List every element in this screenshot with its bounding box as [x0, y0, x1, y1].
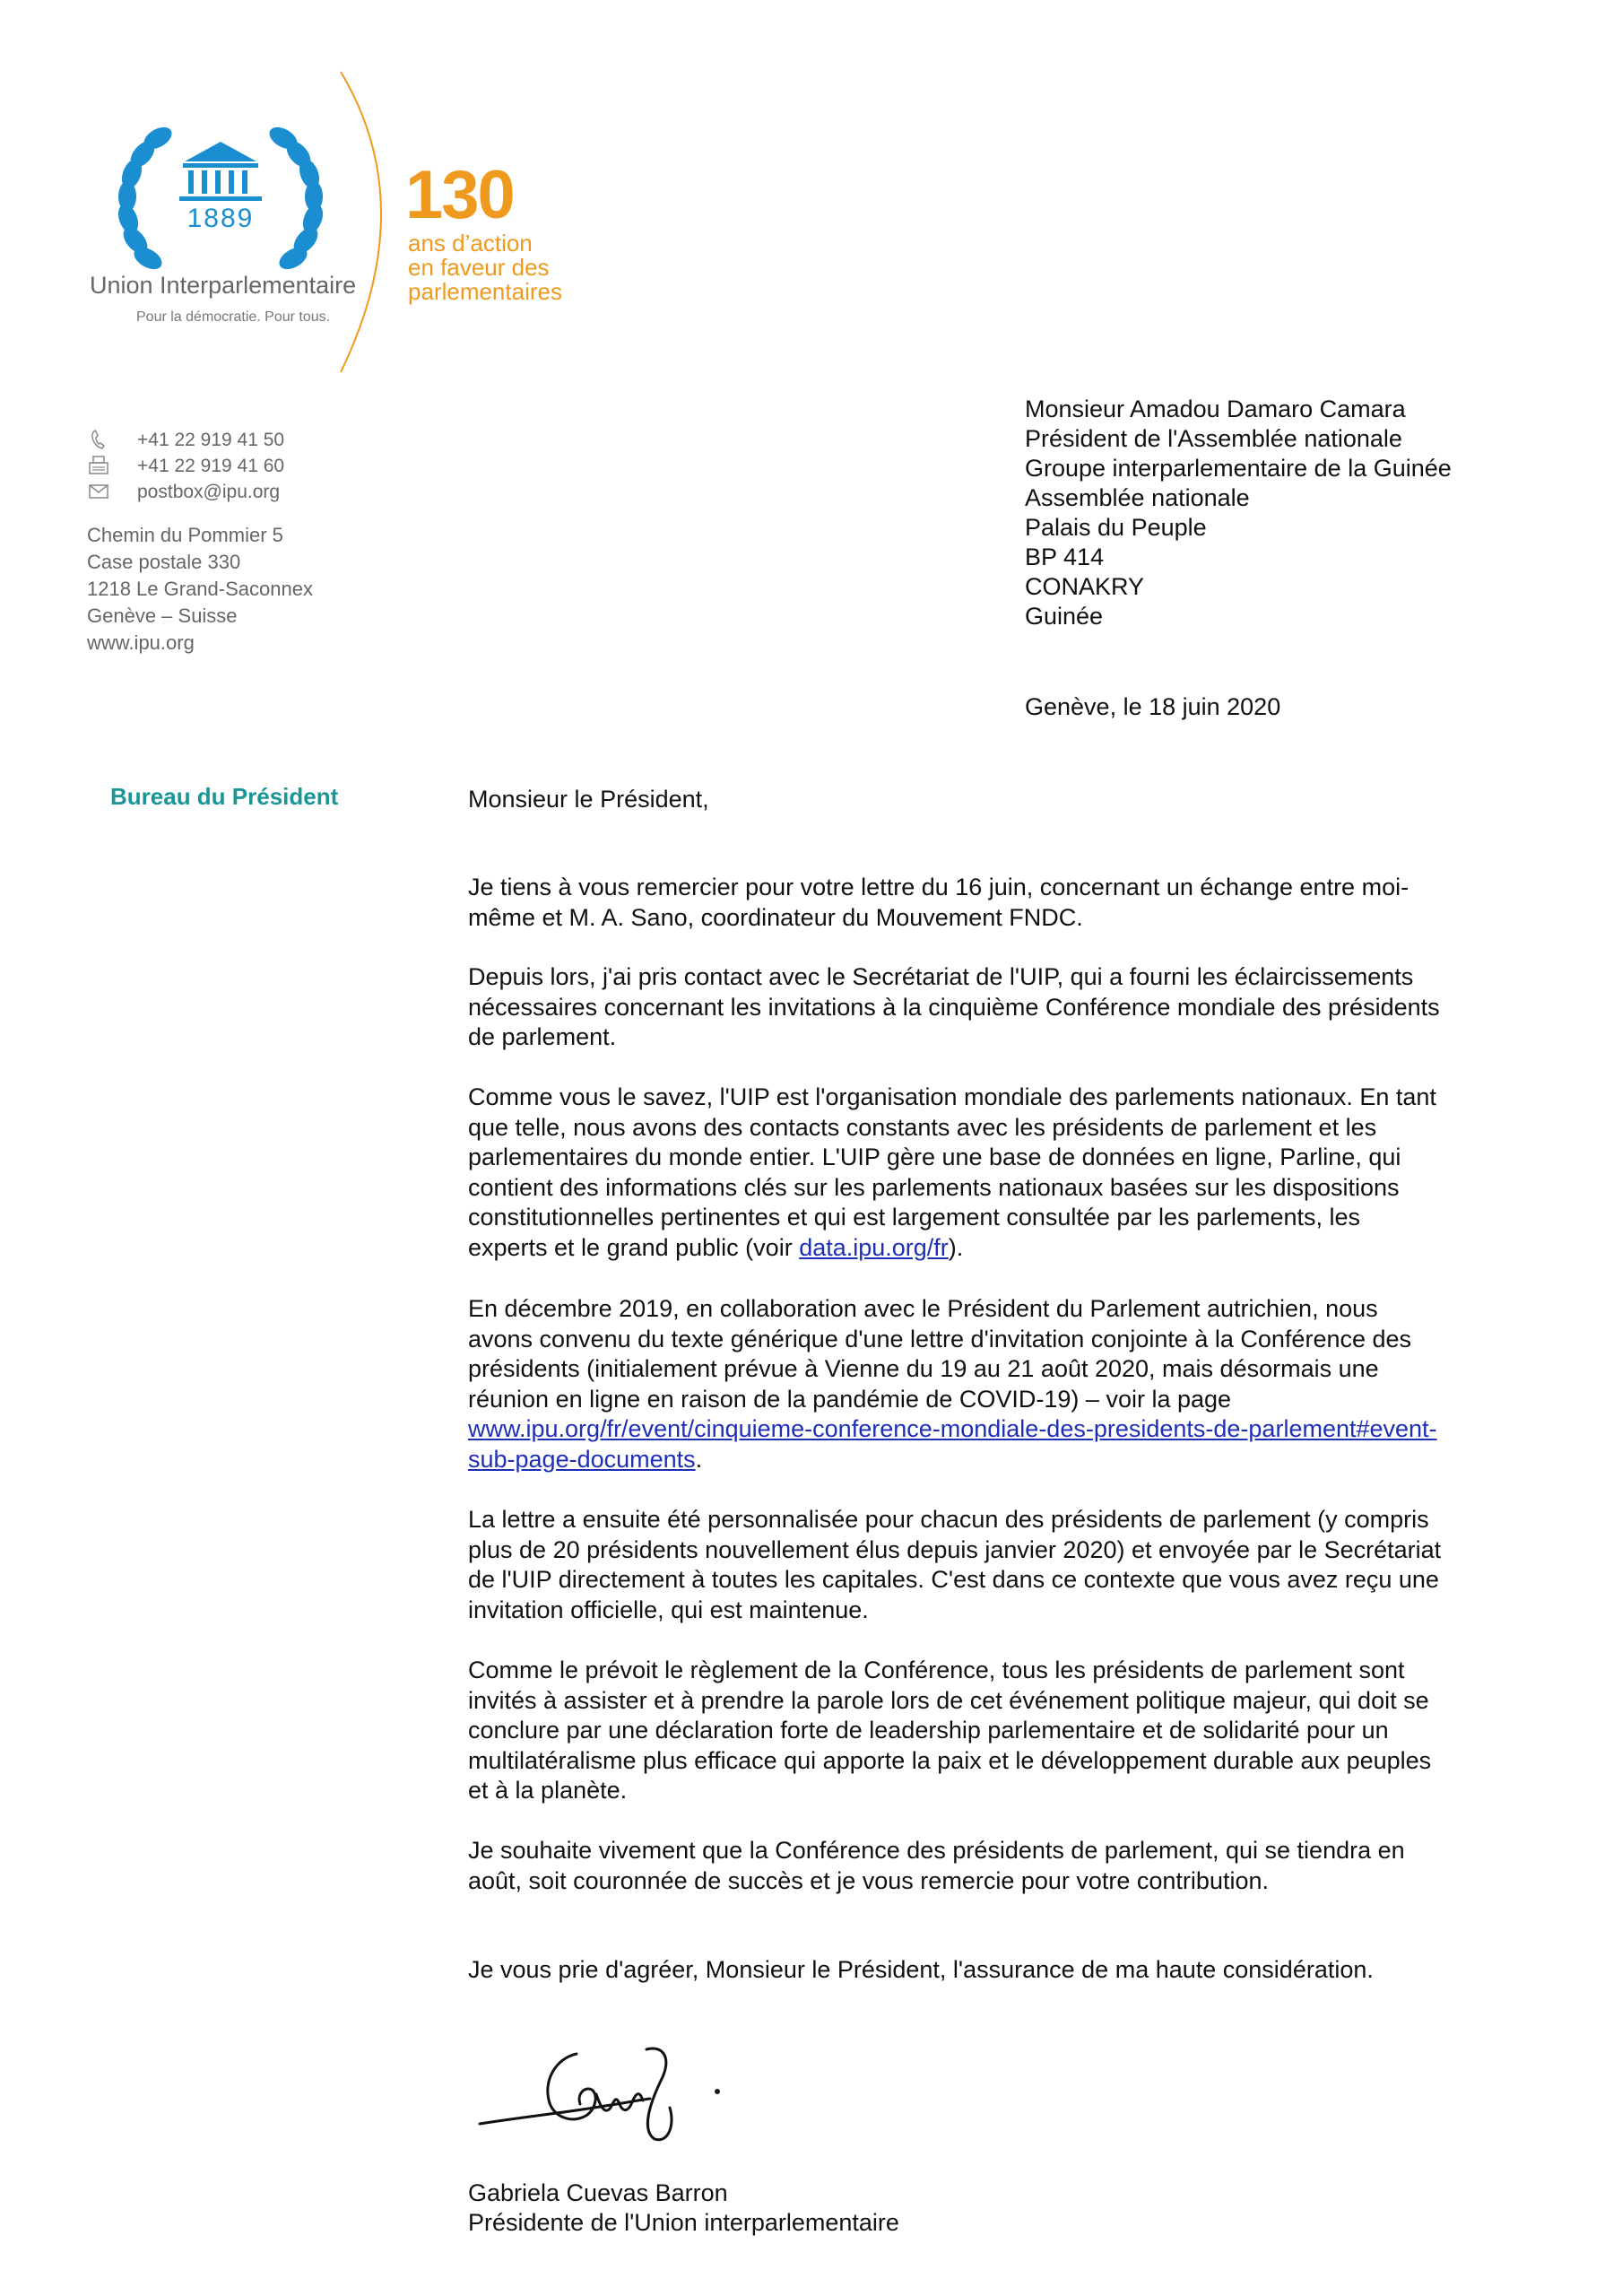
paragraph-4	[468, 1294, 1522, 1474]
text-line: plus de 20 présidents nouvellement élus depuis janvier 2020) et envoyée par le Secrétariat	[468, 1535, 1442, 1563]
text-line: Depuis lors, j'ai pris contact avec le Secrétariat de l'UIP, qui a fourni les éclaircissements	[468, 963, 1414, 990]
conference-link-continued[interactable]: sub-page-documents	[468, 1445, 696, 1473]
anniversary-line-2: en faveur des	[408, 254, 550, 281]
closing-formula: Je vous prie d'agréer, Monsieur le Président, l'assurance de ma haute considération.	[468, 1956, 1374, 1983]
signer-title: Présidente de l'Union interparlementaire	[468, 2209, 899, 2236]
signer-name: Gabriela Cuevas Barron	[468, 2179, 728, 2206]
text-line: réunion en ligne en raison de la pandémie de COVID-19) – voir la page	[468, 1385, 1232, 1413]
anniversary-arc	[341, 72, 381, 372]
text-line: août, soit couronnée de succès et je vous remercie pour votre contribution.	[468, 1866, 1269, 1894]
text-fragment: .	[695, 1445, 703, 1473]
recipient-line: Groupe interparlementaire de la Guinée	[1025, 455, 1452, 482]
anniversary-line-1: ans d’action	[408, 230, 533, 257]
recipient-line: CONAKRY	[1025, 573, 1145, 600]
text-line: invitation officielle, qui est maintenue.	[468, 1596, 869, 1623]
email-address[interactable]: postbox@ipu.org	[137, 482, 281, 502]
text-line: Comme vous le savez, l'UIP est l'organisation mondiale des parlements nationaux. En tant	[468, 1083, 1436, 1110]
text-line: avons convenu du texte générique d'une lettre d'invitation conjointe à la Conférence des	[468, 1325, 1412, 1352]
text-line: même et M. A. Sano, coordinateur du Mouvement FNDC.	[468, 903, 1083, 931]
paragraph-5	[468, 1505, 1522, 1625]
text-line: constitutionnelles pertinentes et qui est largement consultée par les parlements, les	[468, 1204, 1361, 1231]
text-fragment: ).	[948, 1233, 964, 1261]
paragraph-7	[468, 1836, 1522, 1896]
parline-link[interactable]: data.ipu.org/fr	[799, 1233, 949, 1261]
text-line: que telle, nous avons des contacts constants avec les présidents de parlement et les	[468, 1113, 1377, 1141]
text-line: parlementaires du monde entier. L'UIP gère une base de données en ligne, Parline, qui	[468, 1144, 1401, 1170]
address-line-3: 1218 Le Grand-Saconnex	[87, 578, 313, 600]
signature	[471, 2018, 758, 2161]
text-line: conclure par une déclaration forte de leadership parlementaire et de solidarité pour un	[468, 1717, 1389, 1744]
address-line-2: Case postale 330	[87, 551, 241, 573]
recipient-line: BP 414	[1025, 544, 1105, 570]
department-label: Bureau du Président	[110, 783, 339, 810]
paragraph-1	[468, 873, 1522, 933]
recipient-line: Monsieur Amadou Damaro Camara	[1025, 396, 1406, 422]
paragraph-3	[468, 1083, 1522, 1263]
address-line-1: Chemin du Pommier 5	[87, 524, 283, 546]
fax-number: +41 22 919 41 60	[137, 456, 285, 476]
anniversary-line-3: parlementaires	[408, 278, 562, 305]
org-tagline: Pour la démocratie. Pour tous.	[136, 309, 331, 325]
phone-number[interactable]: +41 22 919 41 50	[137, 430, 285, 450]
text-line: invités à assister et à prendre la parole lors de cet événement politique majeur, qui doit se	[468, 1686, 1429, 1714]
text-line: En décembre 2019, en collaboration avec le Président du Parlement autrichien, nous	[468, 1295, 1378, 1322]
address-line-4: Genève – Suisse	[87, 604, 238, 627]
text-line: Je souhaite vivement que la Conférence des présidents de parlement, qui se tiendra en	[468, 1837, 1405, 1864]
envelope-icon	[87, 480, 110, 503]
text-line: présidents (initialement prévue à Vienne du 19 au 21 août 2020, mais désormais une	[468, 1355, 1379, 1382]
recipient-line: Assemblée nationale	[1025, 484, 1250, 511]
anniversary-number: 130	[405, 157, 514, 233]
text-line: nécessaires concernant les invitations à la cinquième Conférence mondiale des présidents	[468, 993, 1440, 1021]
org-name: Union Interparlementaire	[90, 272, 357, 299]
text-line: de parlement.	[468, 1023, 617, 1050]
text-line: Comme le prévoit le règlement de la Conférence, tous les présidents de parlement sont	[468, 1657, 1405, 1683]
fax-icon	[87, 454, 110, 477]
paragraph-6	[468, 1656, 1522, 1806]
text-line	[468, 1233, 1522, 1264]
temple-icon	[179, 142, 262, 201]
text-fragment: experts et le grand public (voir	[468, 1233, 800, 1261]
seal-year: 1889	[186, 204, 255, 233]
paragraph-2	[468, 962, 1522, 1053]
text-line: contient des informations clés sur les parlements nationaux basées sur les dispositions	[468, 1173, 1400, 1201]
letter-date: Genève, le 18 juin 2020	[1025, 693, 1281, 720]
conference-link[interactable]: www.ipu.org/fr/event/cinquieme-conference-mondiale-des-presidents-de-parlement#event-	[468, 1415, 1437, 1442]
text-line	[468, 1445, 1522, 1475]
text-line: et à la planète.	[468, 1777, 628, 1804]
recipient-line: Président de l'Assemblée nationale	[1025, 425, 1402, 452]
text-line: de l'UIP directement à toutes les capitales. C'est dans ce contexte que vous avez reçu une	[468, 1566, 1439, 1593]
website-link[interactable]: www.ipu.org	[87, 631, 195, 654]
recipient-line: Guinée	[1025, 603, 1104, 630]
text-line: multilatéralisme plus efficace qui apporte la paix et le développement durable aux peuples	[468, 1746, 1432, 1774]
text-line: La lettre a ensuite été personnalisée pour chacun des présidents de parlement (y compris	[468, 1506, 1429, 1533]
text-line: Je tiens à vous remercier pour votre lettre du 16 juin, concernant un échange entre moi-	[468, 874, 1409, 900]
phone-icon	[87, 428, 110, 451]
text-line	[468, 1414, 1522, 1445]
salutation: Monsieur le Président,	[468, 786, 709, 813]
recipient-line: Palais du Peuple	[1025, 514, 1207, 541]
ipu-logo	[72, 63, 610, 377]
